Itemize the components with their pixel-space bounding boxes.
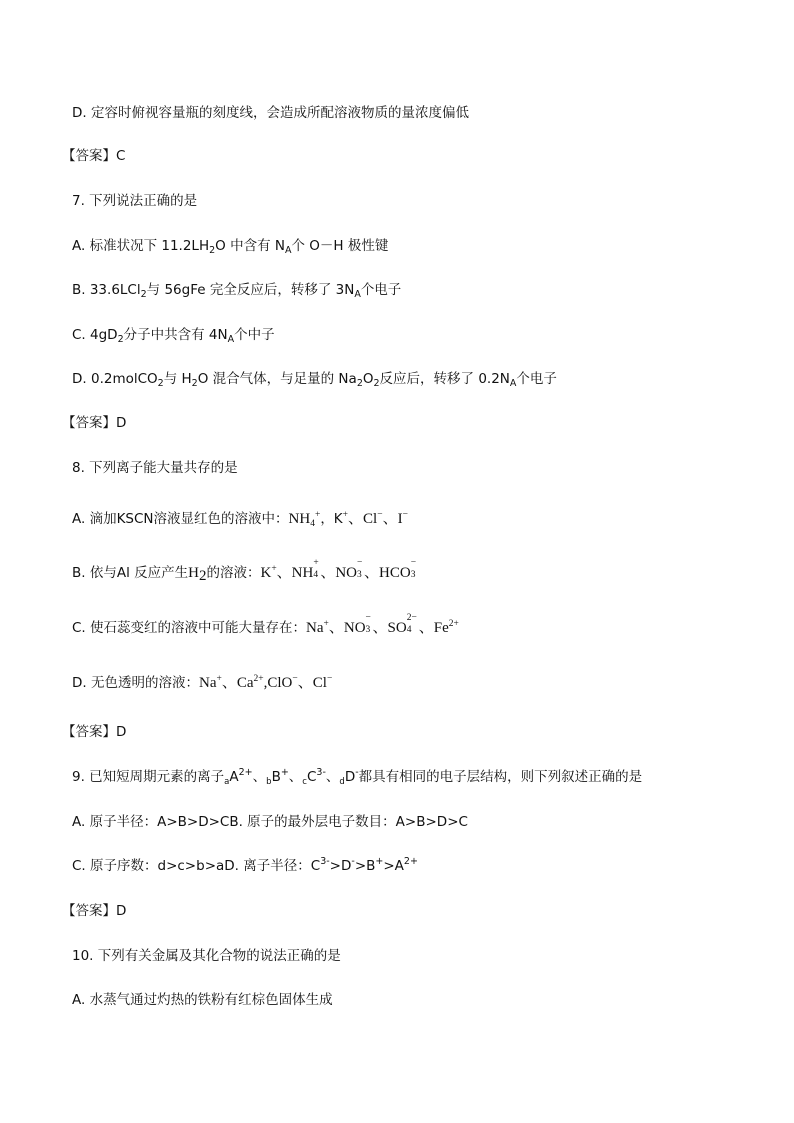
q7-option-c: C. $4gD_2$分子中共含有 $4N_A$个中子 bbox=[72, 327, 275, 345]
q8-option-a: A. 滴加KSCN溶液显红色的溶液中：$NH_4^+$，K+、Cl−、I− bbox=[72, 510, 408, 529]
q10-option-a: A. 水蒸气通过灼热的铁粉有红棕色固体生成 bbox=[72, 992, 333, 1008]
q8-stem: 8. 下列离子能大量共存的是 bbox=[72, 460, 238, 476]
q6-option-d: D. 定容时俯视容量瓶的刻度线，会造成所配溶液物质的量浓度偏低 bbox=[72, 105, 469, 121]
q7-option-d: D. 0.2molCO$_2$与 $H_2O$ 混合气体，与足量的 $Na_2O_2$反应后，转移了 $0.2N_A$个电子 bbox=[72, 371, 557, 389]
q6-answer: 【答案】C bbox=[62, 148, 126, 164]
q9-stem: 9. 已知短周期元素的离子$_aA^{2+}$、$_b$B+、$_cC^{3-}$、$_d$D-都具有相同的电子层结构，则下列叙述正确的是 bbox=[72, 767, 643, 787]
q7-stem: 7. 下列说法正确的是 bbox=[72, 193, 198, 209]
q10-stem: 10. 下列有关金属及其化合物的说法正确的是 bbox=[72, 948, 341, 964]
q7-option-b: B. 33.6LCl$_2$与 56gFe 完全反应后，转移了 $3N_A$个电子 bbox=[72, 282, 402, 300]
q8-option-d: D. 无色透明的溶液：Na+、$Ca^{2+},ClO^-$、Cl− bbox=[72, 674, 333, 691]
q7-option-a: A. 标准状况下 $11.2LH_2O$ 中含有 $N_A$个 O－H 极性键 bbox=[72, 238, 389, 256]
q8-option-c: C. 使石蕊变红的溶液中可能大量存在：Na+、NO − 3 、SO 2− 4 、$Fe^{2+}$ bbox=[72, 613, 459, 636]
q9-answer: 【答案】D bbox=[62, 903, 127, 919]
q8-answer: 【答案】D bbox=[62, 724, 127, 740]
q7-answer: 【答案】D bbox=[62, 415, 127, 431]
q9-options-cd: C. 原子序数：d>c>b>aD. 离子半径：$C^{3-}>D^->B^+>A^{2+}$ bbox=[72, 856, 418, 874]
q9-options-ab: A. 原子半径：A>B>D>CB. 原子的最外层电子数目：A>B>D>C bbox=[72, 814, 468, 830]
q8-option-b: B. 依与Al 反应产生$H_2$的溶液：K+、NH + 4 、NO − 3 、HCO − 3 bbox=[72, 558, 417, 584]
